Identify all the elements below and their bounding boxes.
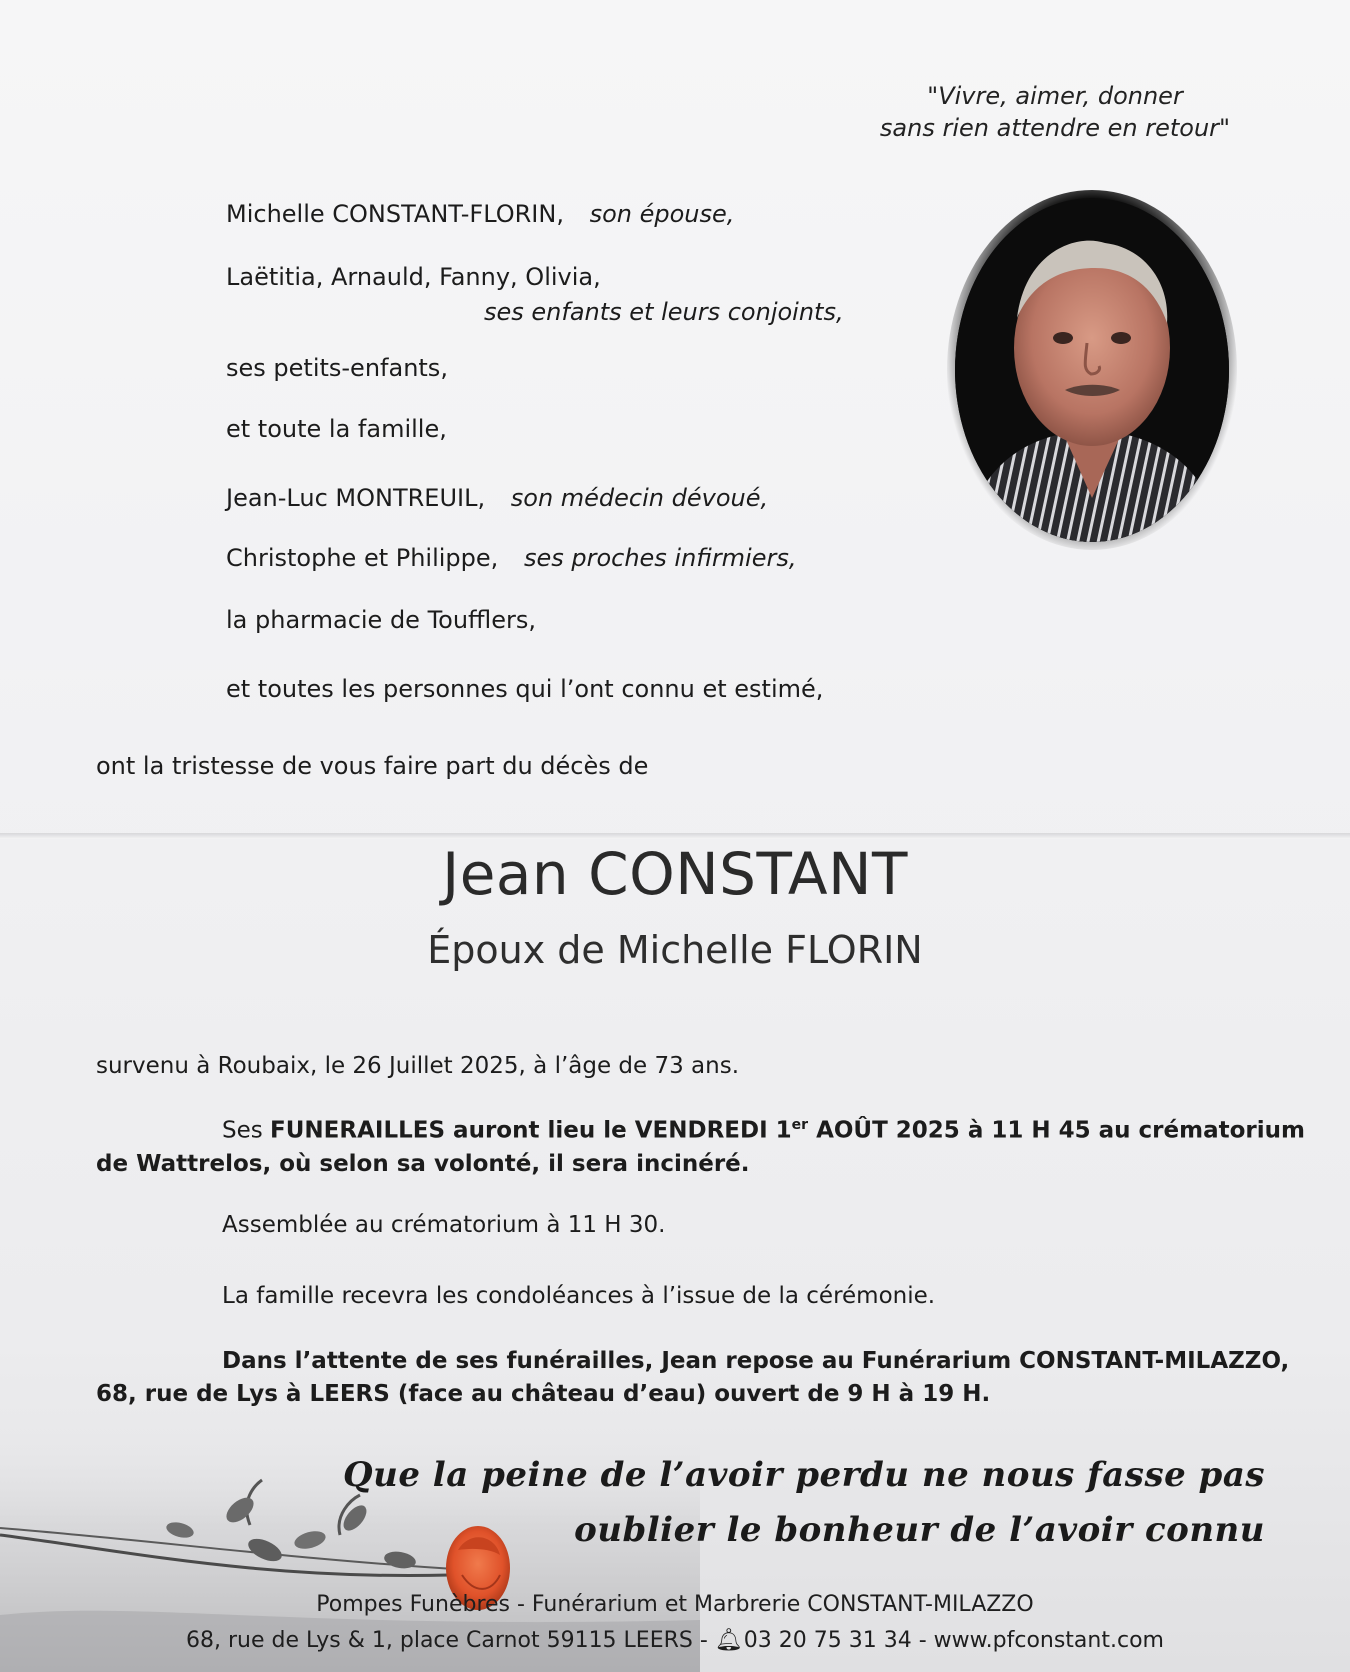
family-children-role <box>484 298 844 326</box>
detail-funerailles-line1 <box>222 1117 1305 1144</box>
detail-condoleances: La famille recevra les condoléances à l’issue de la cérémonie. <box>222 1283 936 1309</box>
children-role-text: ses enfants et leurs conjoints, <box>484 298 844 326</box>
family-medecin <box>226 484 768 512</box>
family-children-names: Laëtitia, Arnauld, Fanny, Olivia, <box>226 263 601 291</box>
bottom-quote-line1: Que la peine de l’avoir perdu ne nous fasse pas <box>342 1455 1265 1495</box>
bottom-quote-line2: oublier le bonheur de l’avoir connu <box>574 1510 1265 1550</box>
medecin-name: Jean-Luc MONTREUIL, <box>226 484 486 512</box>
footer-phone: 03 20 75 31 34 <box>743 1628 912 1653</box>
portrait-frame <box>947 190 1237 550</box>
bell-phone-icon: 🔔︎ <box>714 1628 743 1653</box>
family-epouse <box>226 200 734 228</box>
deceased-subtitle: Époux de Michelle FLORIN <box>427 928 923 972</box>
epouse-role: son épouse, <box>589 200 735 228</box>
top-quote-line2: sans rien attendre en retour" <box>879 114 1231 142</box>
footer-contact <box>0 1628 1350 1653</box>
fun-ses: Ses <box>222 1117 271 1144</box>
footer-company: Pompes Funèbres - Funérarium et Marbrerie CONSTANT-MILAZZO <box>316 1592 1034 1617</box>
detail-attente-line1: Dans l’attente de ses funérailles, Jean repose au Funérarium CONSTANT-MILAZZO, <box>222 1348 1290 1374</box>
infirmiers-role: ses proches infirmiers, <box>523 544 797 572</box>
infirmiers-names: Christophe et Philippe, <box>226 544 499 572</box>
detail-attente-line2: 68, rue de Lys à LEERS (face au château d’eau) ouvert de 9 H à 19 H. <box>96 1381 991 1407</box>
family-grandchildren: ses petits-enfants, <box>226 354 448 382</box>
fun-bold1: FUNERAILLES auront lieu le VENDREDI 1 <box>270 1117 792 1144</box>
top-quote <box>835 80 1275 144</box>
deceased-name: Jean CONSTANT <box>442 840 908 908</box>
card-fold <box>0 833 1350 839</box>
epouse-name: Michelle CONSTANT-FLORIN, <box>226 200 564 228</box>
detail-assemblee: Assemblée au crématorium à 11 H 30. <box>222 1212 666 1238</box>
footer-web: - www.pfconstant.com <box>918 1628 1164 1653</box>
portrait-illustration <box>955 198 1229 542</box>
top-quote-line1: "Vivre, aimer, donner <box>927 82 1183 110</box>
medecin-role: son médecin dévoué, <box>510 484 769 512</box>
family-personnes: et toutes les personnes qui l’ont connu et estimé, <box>226 675 824 703</box>
footer-address: 68, rue de Lys & 1, place Carnot 59115 LEERS - <box>186 1628 708 1653</box>
family-all: et toute la famille, <box>226 415 447 443</box>
family-pharmacie: la pharmacie de Toufflers, <box>226 606 537 634</box>
detail-funerailles-line2: de Wattrelos, où selon sa volonté, il sera incinéré. <box>96 1151 750 1177</box>
family-infirmiers <box>226 544 797 572</box>
detail-survenu: survenu à Roubaix, le 26 Juillet 2025, à l’âge de 73 ans. <box>96 1053 740 1079</box>
fun-sup: er <box>791 1117 809 1133</box>
announce-line: ont la tristesse de vous faire part du décès de <box>96 752 649 780</box>
portrait-photo <box>955 198 1229 542</box>
fun-bold2: AOÛT 2025 à 11 H 45 au crématorium <box>808 1117 1305 1144</box>
